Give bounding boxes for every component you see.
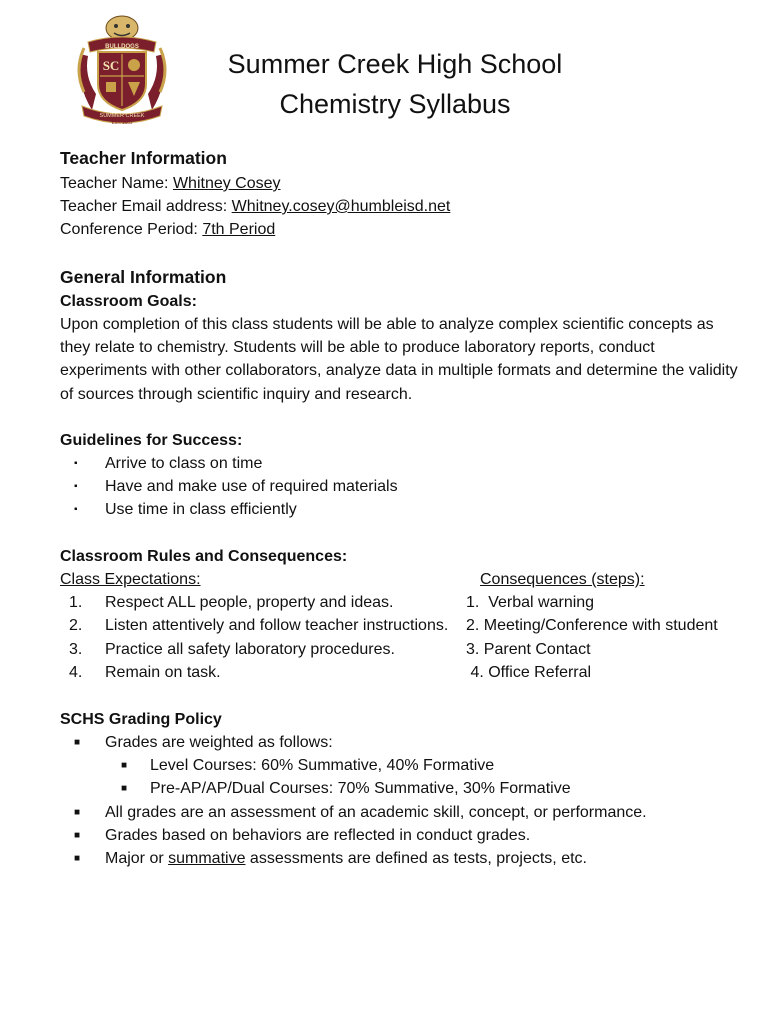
teacher-name-value: Whitney Cosey <box>172 175 281 192</box>
title-line-1: Summer Creek High School <box>227 49 563 79</box>
bullet-icon: ■ <box>74 737 81 748</box>
list-item: ▪ Use time in class efficiently <box>60 498 398 521</box>
table-row: 2. Listen attentively and follow teacher instructions. 2. Meeting/Conference with student <box>69 617 718 635</box>
title-line-2: Chemistry Syllabus <box>279 89 511 119</box>
expectations-heading: Class Expectations: <box>60 571 201 588</box>
logo-banner-top: BULLDOGS <box>105 44 139 50</box>
bullet-icon: ▪ <box>74 504 78 516</box>
list-item: ■ All grades are an assessment of an academic skill, concept, or performance. <box>60 801 647 824</box>
school-crest-logo <box>74 14 170 126</box>
bullet-icon: ■ <box>121 783 128 795</box>
conference-period-line <box>60 218 275 241</box>
document-title <box>170 44 620 124</box>
logo-banner-bottom: SUMMER CREEK <box>99 113 145 119</box>
teacher-name-label: Teacher Name: <box>60 175 173 192</box>
consequences-heading: Consequences (steps): <box>480 571 645 588</box>
bullet-icon: ■ <box>74 853 81 865</box>
teacher-email-label: Teacher Email address: <box>60 198 232 215</box>
conference-value: 7th Period <box>202 221 276 238</box>
bullet-icon: ■ <box>74 806 81 818</box>
list-item: ■ Level Courses: 60% Summative, 40% Formative <box>60 754 647 777</box>
table-row: 4. Remain on task. 4. Office Referral <box>69 663 592 681</box>
teacher-email-link[interactable]: Whitney.cosey@humbleisd.net <box>231 198 451 215</box>
logo-shield-text: SC <box>102 58 120 73</box>
list-item: ■ Grades are weighted as follows: <box>60 731 647 754</box>
classroom-goals-text: Upon completion of this class students will be able to analyze complex scientific concepts as they relate to chemistry. Students will be able to produce laboratory reports, conduct experiments with other collaborators, analyze data in multiple formats and determine the validity of sources through scientific inquiry and research. <box>60 316 738 403</box>
bullet-icon: ▪ <box>74 458 78 469</box>
guidelines-list <box>60 452 398 522</box>
rules-heading: Classroom Rules and Consequences: <box>60 548 348 565</box>
general-info-heading: General Information <box>60 267 227 287</box>
bullet-icon: ■ <box>121 760 128 772</box>
grading-policy-list <box>60 731 647 870</box>
table-row: 3. Practice all safety laboratory procedures. 3. Parent Contact <box>69 640 591 658</box>
list-item: ■ Major or summative assessments are defined as tests, projects, etc. <box>60 847 647 870</box>
teacher-name-line <box>60 172 281 195</box>
logo-est: EST. 2003 <box>111 120 133 125</box>
list-item: ▪ Arrive to class on time <box>60 452 398 475</box>
bullet-icon: ■ <box>74 829 81 841</box>
conference-label: Conference Period: <box>60 221 203 238</box>
teacher-info-heading: Teacher Information <box>60 148 227 168</box>
list-item: ▪ Have and make use of required materials <box>60 475 398 498</box>
teacher-email-line <box>60 195 450 218</box>
list-item: ■ Grades based on behaviors are reflected in conduct grades. <box>60 824 647 847</box>
table-row: 1. Respect ALL people, property and ideas. 1. Verbal warning <box>69 594 595 612</box>
rules-table <box>60 568 740 684</box>
classroom-goals-heading: Classroom Goals: <box>60 293 197 310</box>
grading-policy-heading: SCHS Grading Policy <box>60 711 222 728</box>
bullet-icon: ▪ <box>74 481 78 493</box>
list-item: ■ Pre-AP/AP/Dual Courses: 70% Summative, 30% Formative <box>60 777 647 800</box>
guidelines-heading: Guidelines for Success: <box>60 432 243 449</box>
summative-link[interactable]: summative <box>168 850 246 868</box>
